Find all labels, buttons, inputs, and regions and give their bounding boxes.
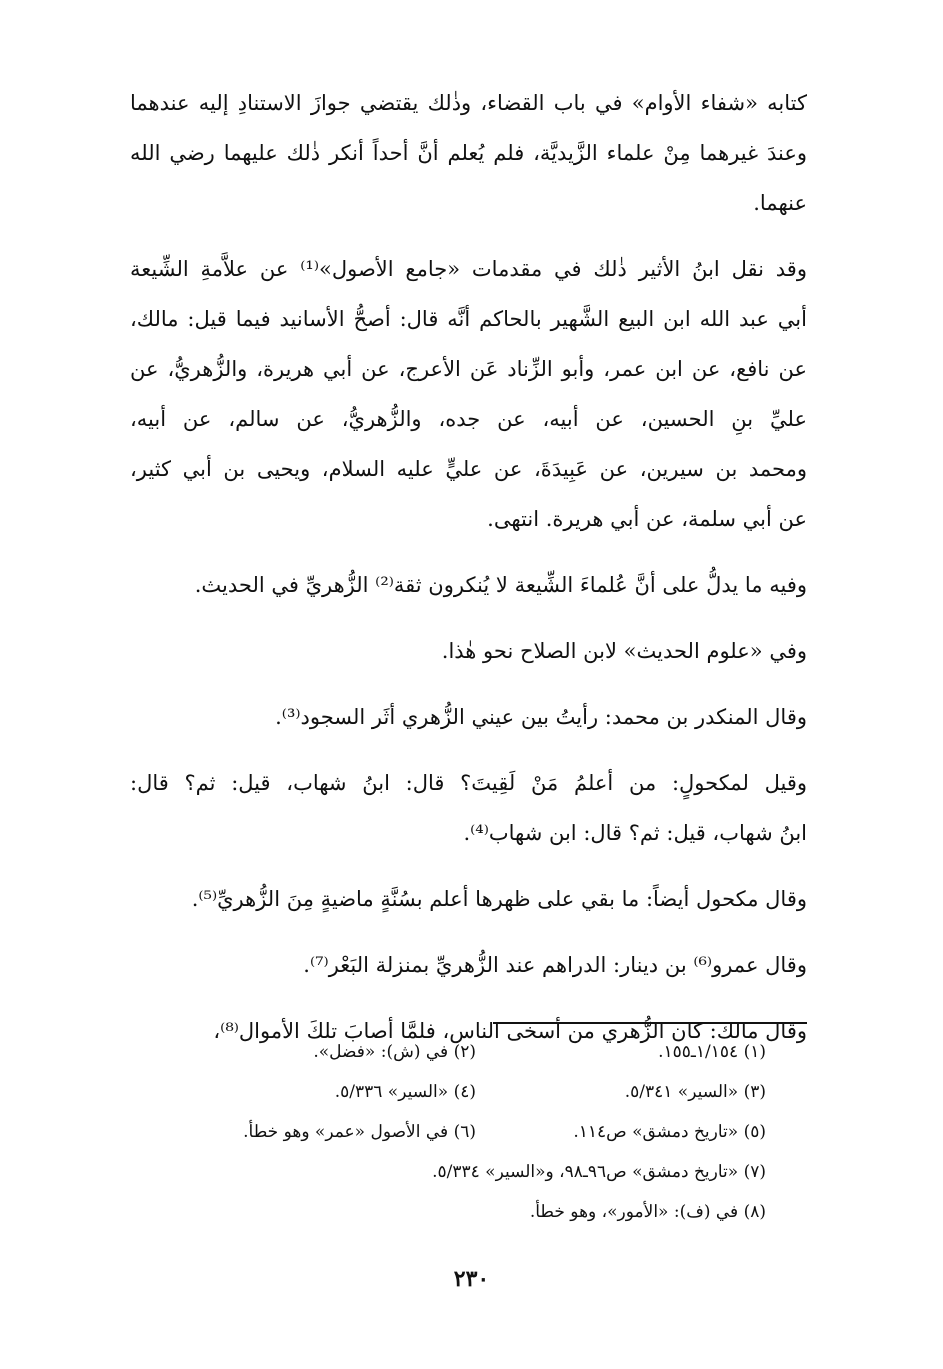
text-line: وقد نقل ابنُ الأثير ذٰلك في مقدمات «جامع الأصول»⁽¹⁾ عن علاَّمةِ الشِّيعة	[130, 257, 807, 281]
footnote: (٤) «السير» ٥/٣٣٦.	[334, 1082, 476, 1102]
page-number: ٢٣٠	[453, 1266, 490, 1292]
footnote-row	[200, 1192, 766, 1232]
text-line: عن أبي سلمة، عن أبي هريرة. انتهى.	[487, 507, 807, 531]
text-line: وعندَ غيرهما مِنْ علماء الزَّيديَّة، فلم يُعلم أنَّ أحداً أنكر ذٰلك عليهما رضي الله	[130, 141, 807, 165]
footnote-row	[200, 1112, 766, 1152]
text-line: كتابه «شفاء الأوام» في باب القضاء، وذٰلك يقتضي جوازَ الاستنادِ إليه عندهما	[130, 91, 807, 115]
footnote: (٧) «تاريخ دمشق» ص٩٦ـ٩٨، و«السير» ٥/٣٣٤.	[432, 1162, 766, 1182]
footnote-row	[200, 1032, 766, 1072]
footnote-row	[200, 1152, 766, 1192]
footnote: (٦) في الأصول «عمر» وهو خطأ.	[243, 1122, 476, 1142]
footnote: (٢) في (ش): «فضل».	[313, 1042, 476, 1062]
footnote-separator	[493, 1022, 807, 1024]
text-line: عن نافع، عن ابن عمر، وأبو الزِّناد عَن الأعرج، عن أبي هريرة، والزُّهريُّ، عن	[130, 357, 807, 381]
footnote: (٣) «السير» ٥/٣٤١.	[624, 1082, 766, 1102]
text-line: وفيه ما يدلُّ على أنَّ عُلماءَ الشِّيعة لا يُنكرون ثقة⁽²⁾ الزُّهريِّ في الحديث.	[194, 573, 807, 597]
text-line: ومحمد بن سيرين، عن عَبِيدَةَ، عن عليٍّ عليه السلام، ويحيى بن أبي كثير،	[130, 457, 807, 481]
text-line: وقال عمرو⁽⁶⁾ بن دينار: الدراهم عند الزُّهريِّ بمنزلة البَعْر⁽⁷⁾.	[303, 953, 807, 977]
text-line: عنهما.	[753, 191, 807, 215]
text-line: ابنُ شهاب، قيل: ثم؟ قال: ابن شهاب⁽⁴⁾.	[463, 821, 807, 845]
text-line: وقيل لمكحولٍ: من أعلمُ مَنْ لَقِيتَ؟ قال: ابنُ شهاب، قيل: ثم؟ قال:	[130, 771, 807, 795]
text-line: وقال المنكدر بن محمد: رأيتُ بين عيني الزُّهري أثَر السجود⁽³⁾.	[275, 705, 807, 729]
text-line: وقال مالك: كان الزُّهري من أسخى الناس، فلمَّا أصابَ تلكَ الأموال⁽⁸⁾،	[213, 1019, 807, 1043]
text-line: وقال مكحول أيضاً: ما بقي على ظهرها أعلم بسُنَّةٍ ماضيةٍ مِنَ الزُّهريِّ⁽⁵⁾.	[191, 887, 807, 911]
footnote: (١) ١/١٥٤ـ١٥٥.	[658, 1042, 766, 1062]
footnote: (٥) «تاريخ دمشق» ص١١٤.	[573, 1122, 766, 1142]
text-line: أبي عبد الله ابن البيع الشَّهير بالحاكم أنَّه قال: أصحُّ الأسانيد فيما قيل: مالك،	[130, 307, 807, 331]
text-line: وفي «علوم الحديث» لابن الصلاح نحو هٰذا.	[441, 639, 807, 663]
text-line: عليِّ بنِ الحسين، عن أبيه، عن جده، والزُّهريُّ، عن سالم، عن أبيه،	[130, 407, 807, 431]
footnote: (٨) في (ف): «الأمور»، وهو خطأ.	[529, 1202, 766, 1222]
footnote-row	[200, 1072, 766, 1112]
